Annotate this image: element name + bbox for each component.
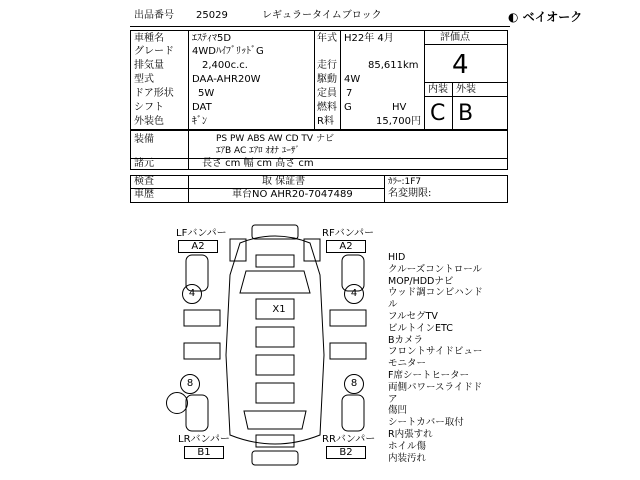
note-item: ル xyxy=(388,299,398,311)
year-label: 年式 xyxy=(317,33,337,44)
rf-bumper-box xyxy=(326,240,366,253)
color-code: ｶﾗｰ:1F7 xyxy=(388,177,422,187)
color-value: ｷﾞﾝ xyxy=(192,116,207,127)
fuel-value: G xyxy=(344,102,352,113)
note-item: シートカバー取付 xyxy=(388,417,464,429)
note-item: フルセグTV xyxy=(388,310,438,322)
name-label: 車種名 xyxy=(134,33,164,44)
divider xyxy=(384,175,385,203)
shift-value: DAT xyxy=(192,102,212,113)
displacement-value: 2,400c.c. xyxy=(202,60,248,71)
wheel-rear-left-value: 8 xyxy=(186,378,194,389)
fuel-type: HV xyxy=(392,102,407,113)
score-value: 4 xyxy=(452,50,469,80)
note-item: ビルトインETC xyxy=(388,322,453,334)
brand-logo-icon: ◐ xyxy=(508,10,519,24)
divider xyxy=(314,30,315,130)
wheel-rear-left xyxy=(180,374,200,394)
wheel-front-left xyxy=(182,284,202,304)
rr-bumper-label: RRバンパー xyxy=(322,434,376,445)
left-rear-door xyxy=(184,343,220,359)
lot-number: 25029 xyxy=(196,10,228,21)
roof-panel xyxy=(256,383,294,403)
recycle-label: R料 xyxy=(317,116,334,127)
roof-code-box xyxy=(262,304,296,318)
note-item: ウッド調コンビハンド xyxy=(388,287,483,299)
right-rear-fender xyxy=(342,395,364,431)
note-item: モニター xyxy=(388,358,427,370)
interior-label: 内装 xyxy=(428,84,448,95)
roof-code: X1 xyxy=(272,304,286,315)
history-label: 車歴 xyxy=(134,189,154,200)
lf-bumper-code: A2 xyxy=(191,241,205,252)
divider xyxy=(424,96,508,97)
roof-panel xyxy=(256,355,294,375)
divider xyxy=(130,158,508,159)
fuel-label: 燃料 xyxy=(317,102,337,113)
front-bumper-shape xyxy=(252,225,298,239)
right-front-door xyxy=(330,310,366,326)
divider xyxy=(424,82,508,83)
dims-row: 長さ cm 幅 cm 高さ cm xyxy=(202,158,314,169)
divider xyxy=(424,44,508,45)
rf-bumper-code: A2 xyxy=(339,241,353,252)
model-label: 型式 xyxy=(134,74,154,85)
lot-label: 出品番号 xyxy=(134,10,174,21)
note-item: R内張すれ xyxy=(388,428,433,440)
note-item: F席シートヒーター xyxy=(388,369,470,381)
wheel-rear-right xyxy=(344,374,364,394)
equipment-row1: PS PW ABS AW CD TV ナビ xyxy=(216,134,334,144)
note-item: HID xyxy=(388,252,406,263)
left-front-door xyxy=(184,310,220,326)
drive-label: 駆動 xyxy=(317,74,337,85)
notes-list xyxy=(388,252,498,464)
lr-bumper-box xyxy=(184,446,224,459)
name-change-deadline: 名変期限: xyxy=(388,188,432,199)
windshield xyxy=(240,271,310,293)
divider xyxy=(424,30,425,130)
lf-bumper-label: LFバンパー xyxy=(176,228,227,239)
model-value: DAA-AHR20W xyxy=(192,74,261,85)
note-item: クルーズコントロール xyxy=(388,263,483,275)
door-value: 5W xyxy=(198,88,215,99)
divider xyxy=(188,30,189,130)
brand-name: ベイオーク xyxy=(522,10,583,24)
right-rear-door xyxy=(330,343,366,359)
color-label: 外装色 xyxy=(134,116,164,127)
rr-bumper-box xyxy=(326,446,366,459)
auction-name: レギュラータイムブロック xyxy=(262,10,382,21)
rear-bumper-shape xyxy=(252,451,298,465)
mileage-label: 走行 xyxy=(317,60,337,71)
wheel-front-left-value: 4 xyxy=(188,288,196,299)
capacity-label: 定員 xyxy=(317,88,337,99)
divider xyxy=(188,175,189,203)
divider xyxy=(340,30,341,130)
rear-window xyxy=(244,411,306,429)
score-label: 評価点 xyxy=(440,32,470,43)
note-item: 傷凹 xyxy=(388,405,408,417)
left-rear-fender xyxy=(186,395,208,431)
drive-value: 4W xyxy=(344,74,361,85)
note-item: Bカメラ xyxy=(388,334,424,346)
lr-bumper-label: LRバンパー xyxy=(178,434,230,445)
note-item: 両側パワースライドド xyxy=(388,381,483,393)
note-item: ア xyxy=(388,393,398,405)
wheel-front-right-value: 4 xyxy=(350,288,358,299)
chassis-number: 車台NO AHR20-7047489 xyxy=(232,189,353,200)
hood-panel xyxy=(256,255,294,267)
door-label: ドア形状 xyxy=(134,88,174,99)
grade-label: グレード xyxy=(134,46,174,57)
rf-bumper-label: RFバンパー xyxy=(322,228,375,239)
divider xyxy=(188,130,189,170)
year-value: H22年 4月 xyxy=(344,33,394,44)
mileage-value: 85,611km xyxy=(368,60,419,71)
exterior-label: 外装 xyxy=(456,84,476,95)
name-value: ｴｽﾃｨﾏ5D xyxy=(192,33,232,44)
lf-bumper-box xyxy=(178,240,218,253)
brand-logo xyxy=(508,8,582,25)
wheel-rear-right-value: 8 xyxy=(350,378,358,389)
displacement-label: 排気量 xyxy=(134,60,164,71)
grade-value: 4WDﾊｲﾌﾞﾘｯﾄﾞG xyxy=(192,46,264,57)
divider xyxy=(452,82,453,130)
interior-value: C xyxy=(430,101,446,126)
recycle-value: 15,700円 xyxy=(376,116,421,127)
damage-marker-circle xyxy=(166,392,188,414)
note-item: MOP/HDDナビ xyxy=(388,275,454,287)
roof-panel xyxy=(256,327,294,347)
equipment-label: 装備 xyxy=(134,134,154,145)
shift-label: シフト xyxy=(134,102,164,113)
wheel-front-right xyxy=(344,284,364,304)
capacity-value: 7 xyxy=(346,88,353,99)
note-item: フロントサイドビュー xyxy=(388,346,483,358)
note-item: ホイル傷 xyxy=(388,440,427,452)
header-underline xyxy=(130,26,510,27)
note-item: 内装汚れ xyxy=(388,452,427,464)
trunk-panel xyxy=(256,435,294,447)
dims-label: 諸元 xyxy=(134,158,154,169)
lr-bumper-code: B1 xyxy=(197,447,211,458)
inspection-value: 取 保証書 xyxy=(262,176,306,187)
equipment-row2: ｴｱB AC ｴｱﾛ ｵｵﾅ ﾕｰｻﾞ xyxy=(216,146,300,156)
exterior-value: B xyxy=(458,101,474,126)
inspection-label: 検査 xyxy=(134,176,154,187)
rr-bumper-code: B2 xyxy=(339,447,353,458)
